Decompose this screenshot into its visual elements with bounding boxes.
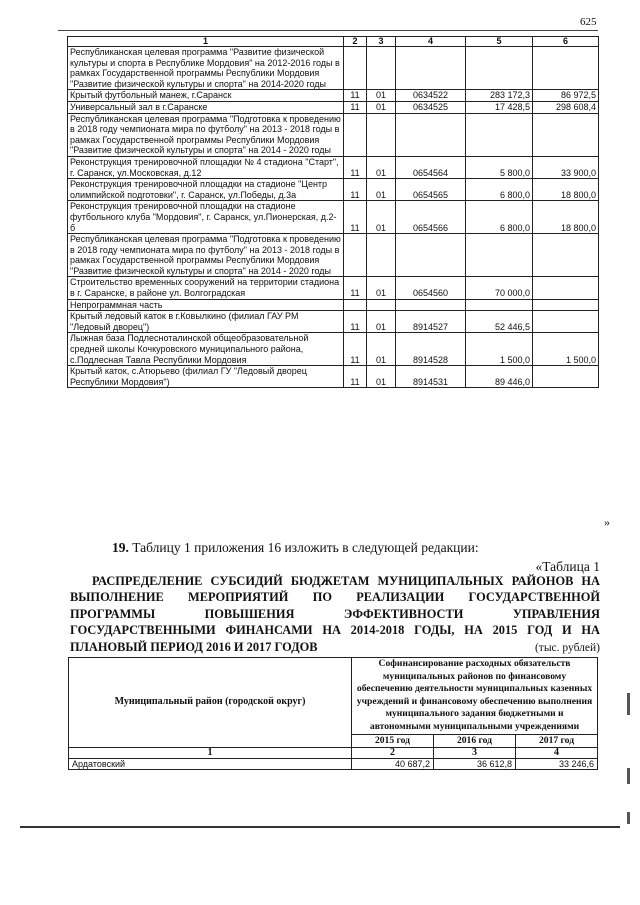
row-name: Реконструкция тренировочной площадки на стадионе "Центр олимпийской подготовки", г. Саранск, ул.Победы, д.3а [68,179,344,201]
row-c4: 0654566 [396,201,466,234]
row-c6: 18 800,0 [533,179,599,201]
row-c3 [367,47,396,90]
budget-header-3: 3 [367,37,396,47]
col-year-2015: 2015 год [352,734,434,748]
subsidy-table [68,657,598,770]
row-c3 [367,299,396,311]
row-c4 [396,299,466,311]
margin-mark [627,768,630,784]
row-c4 [396,234,466,277]
col-municipality: Муниципальный район (городской округ) [69,658,352,748]
table-row [68,311,599,333]
row-c4: 0634525 [396,101,466,113]
row-c6: 86 972,5 [533,90,599,102]
row-c3: 01 [367,101,396,113]
table-row [68,277,599,299]
units-label: (тыс. рублей) [534,642,600,654]
row-c2: 11 [344,179,367,201]
row-c5: 6 800,0 [466,179,533,201]
row-c5 [466,234,533,277]
row-c6: 298 608,4 [533,101,599,113]
row-c6 [533,311,599,333]
section-text: Таблицу 1 приложения 16 изложить в следующей редакции: [128,540,479,555]
row-c2 [344,47,367,90]
budget-header-6: 6 [533,37,599,47]
budget-header-2: 2 [344,37,367,47]
page-number: 625 [580,16,597,28]
row-c4: 0654560 [396,277,466,299]
row-c3: 01 [367,90,396,102]
row-c2: 11 [344,311,367,333]
budget-header-5: 5 [466,37,533,47]
row-c3: 01 [367,156,396,178]
row-c4: 0654565 [396,179,466,201]
row-name: Крытый футбольный манеж, г.Саранск [68,90,344,102]
row-c5: 17 428,5 [466,101,533,113]
row-c5 [466,299,533,311]
row-c6 [533,47,599,90]
row-name: Непрограммная часть [68,299,344,311]
col-year-2017: 2017 год [516,734,598,748]
row-c5: 5 800,0 [466,156,533,178]
col-cofinancing: Софинансирование расходных обязательств муниципальных районов по финансовому обеспечению деятельности муниципальных казенных учреждений и финансовому обеспечению выполнения муниципального задания бюджетными и автономными муниципальными учреждениями [352,658,598,735]
row-c5: 1 500,0 [466,333,533,366]
budget-header-4: 4 [396,37,466,47]
table-row [68,333,599,366]
col-number-4: 4 [516,748,598,759]
row-c6 [533,277,599,299]
row-c3 [367,113,396,156]
row-c3: 01 [367,201,396,234]
table-row [68,101,599,113]
row-municipality: Ардатовский [69,759,352,770]
row-c3: 01 [367,311,396,333]
row-name: Строительство временных сооружений на территории стадиона в г. Саранске, в районе ул. Волгоградская [68,277,344,299]
row-c5: 6 800,0 [466,201,533,234]
table-row [68,299,599,311]
row-name: Республиканская целевая программа "Подготовка к проведению в 2018 году чемпионата мира по футболу" на 2013 - 2018 годы в рамках Государственной программы Республики Мордовия "Развитие физической культуры и спорта" на 2014 - 2020 годы [68,234,344,277]
budget-header-1: 1 [68,37,344,47]
row-c2 [344,234,367,277]
budget-table [67,36,599,388]
row-c4: 0634522 [396,90,466,102]
row-c2: 11 [344,101,367,113]
subsidy-header-row [69,658,598,735]
margin-mark [627,693,630,715]
row-c5: 70 000,0 [466,277,533,299]
row-c2: 11 [344,277,367,299]
table-reference: «Таблица 1 [535,559,600,574]
row-c5: 52 446,5 [466,311,533,333]
subsidy-col-numbers [69,748,598,759]
row-c6: 33 900,0 [533,156,599,178]
row-name: Реконструкция тренировочной площадки на стадионе футбольного клуба "Мордовия", г. Саранск, ул.Пионерская, д.2-б [68,201,344,234]
row-c2: 11 [344,90,367,102]
closing-quote: » [604,515,610,529]
table-row [68,47,599,90]
row-c2 [344,299,367,311]
row-c6 [533,234,599,277]
row-c2: 11 [344,366,367,388]
section-number: 19. [112,540,129,555]
row-c3: 01 [367,333,396,366]
row-c6: 18 800,0 [533,201,599,234]
row-name: Реконструкция тренировочной площадки № 4 стадиона "Старт", г. Саранск, ул.Московская, д.12 [68,156,344,178]
table-row [68,201,599,234]
row-c3: 01 [367,277,396,299]
row-name: Республиканская целевая программа "Подготовка к проведению в 2018 году чемпионата мира по футболу" на 2013 - 2018 годы в рамках Государственной программы Республики Мордовия "Развитие физической культуры и спорта" на 2014 - 2020 годы [68,113,344,156]
table-row [68,156,599,178]
row-c2 [344,113,367,156]
row-c2: 11 [344,201,367,234]
row-c2: 11 [344,333,367,366]
row-c4: 8914531 [396,366,466,388]
row-name: Крытый каток, с.Атюрьево (филиал ГУ "Ледовый дворец Республики Мордовия") [68,366,344,388]
row-c4: 8914528 [396,333,466,366]
table-row [68,234,599,277]
row-c3 [367,234,396,277]
row-name: Крытый ледовый каток в г.Ковылкино (филиал ГАУ РМ "Ледовый дворец") [68,311,344,333]
row-c5: 283 172,3 [466,90,533,102]
row-c4: 8914527 [396,311,466,333]
row-c2: 11 [344,156,367,178]
table-row [68,366,599,388]
bottom-rule [20,826,620,828]
row-2017: 33 246,6 [516,759,598,770]
col-year-2016: 2016 год [434,734,516,748]
table-row [69,759,598,770]
row-c3: 01 [367,179,396,201]
row-name: Универсальный зал в г.Саранске [68,101,344,113]
section-heading [112,540,479,556]
budget-header-row [68,37,599,47]
top-rule [58,30,598,31]
row-c6 [533,113,599,156]
margin-mark [627,812,630,824]
row-2015: 40 687,2 [352,759,434,770]
row-2016: 36 612,8 [434,759,516,770]
table-row [68,90,599,102]
row-c6 [533,299,599,311]
row-c5 [466,113,533,156]
row-c6 [533,366,599,388]
row-c3: 01 [367,366,396,388]
col-number-2: 2 [352,748,434,759]
col-number-1: 1 [69,748,352,759]
row-c5 [466,47,533,90]
row-c4: 0654564 [396,156,466,178]
table-row [68,179,599,201]
table-row [68,113,599,156]
row-c4 [396,113,466,156]
row-c5: 89 446,0 [466,366,533,388]
row-c4 [396,47,466,90]
row-c6: 1 500,0 [533,333,599,366]
col-number-3: 3 [434,748,516,759]
row-name: Лыжная база Подлесноталинской общеобразовательной средней школы Кочкуровского муниципального района, с.Подлесная Тавла Республики Мордовия [68,333,344,366]
table-caption: РАСПРЕДЕЛЕНИЕ СУБСИДИЙ БЮДЖЕТАМ МУНИЦИПАЛЬНЫХ РАЙОНОВ НА ВЫПОЛНЕНИЕ МЕРОПРИЯТИЙ ПО РЕАЛИЗАЦИИ ГОСУДАРСТВЕННОЙ ПРОГРАММЫ ПОВЫШЕНИЯ ЭФФЕКТИВНОСТИ УПРАВЛЕНИЯ ГОСУДАРСТВЕННЫМИ ФИНАНСАМИ НА 2014-2018 ГОДЫ, НА 2015 ГОД И НА ПЛАНОВЫЙ ПЕРИОД 2016 И 2017 ГОДОВ [70,574,600,654]
row-name: Республиканская целевая программа "Развитие физической культуры и спорта в Республике Мордовия" на 2012-2016 годы в рамках Государственной программы Республики Мордовия "Развитие физической культуры и спорта" на 2014-2020 годы [68,47,344,90]
